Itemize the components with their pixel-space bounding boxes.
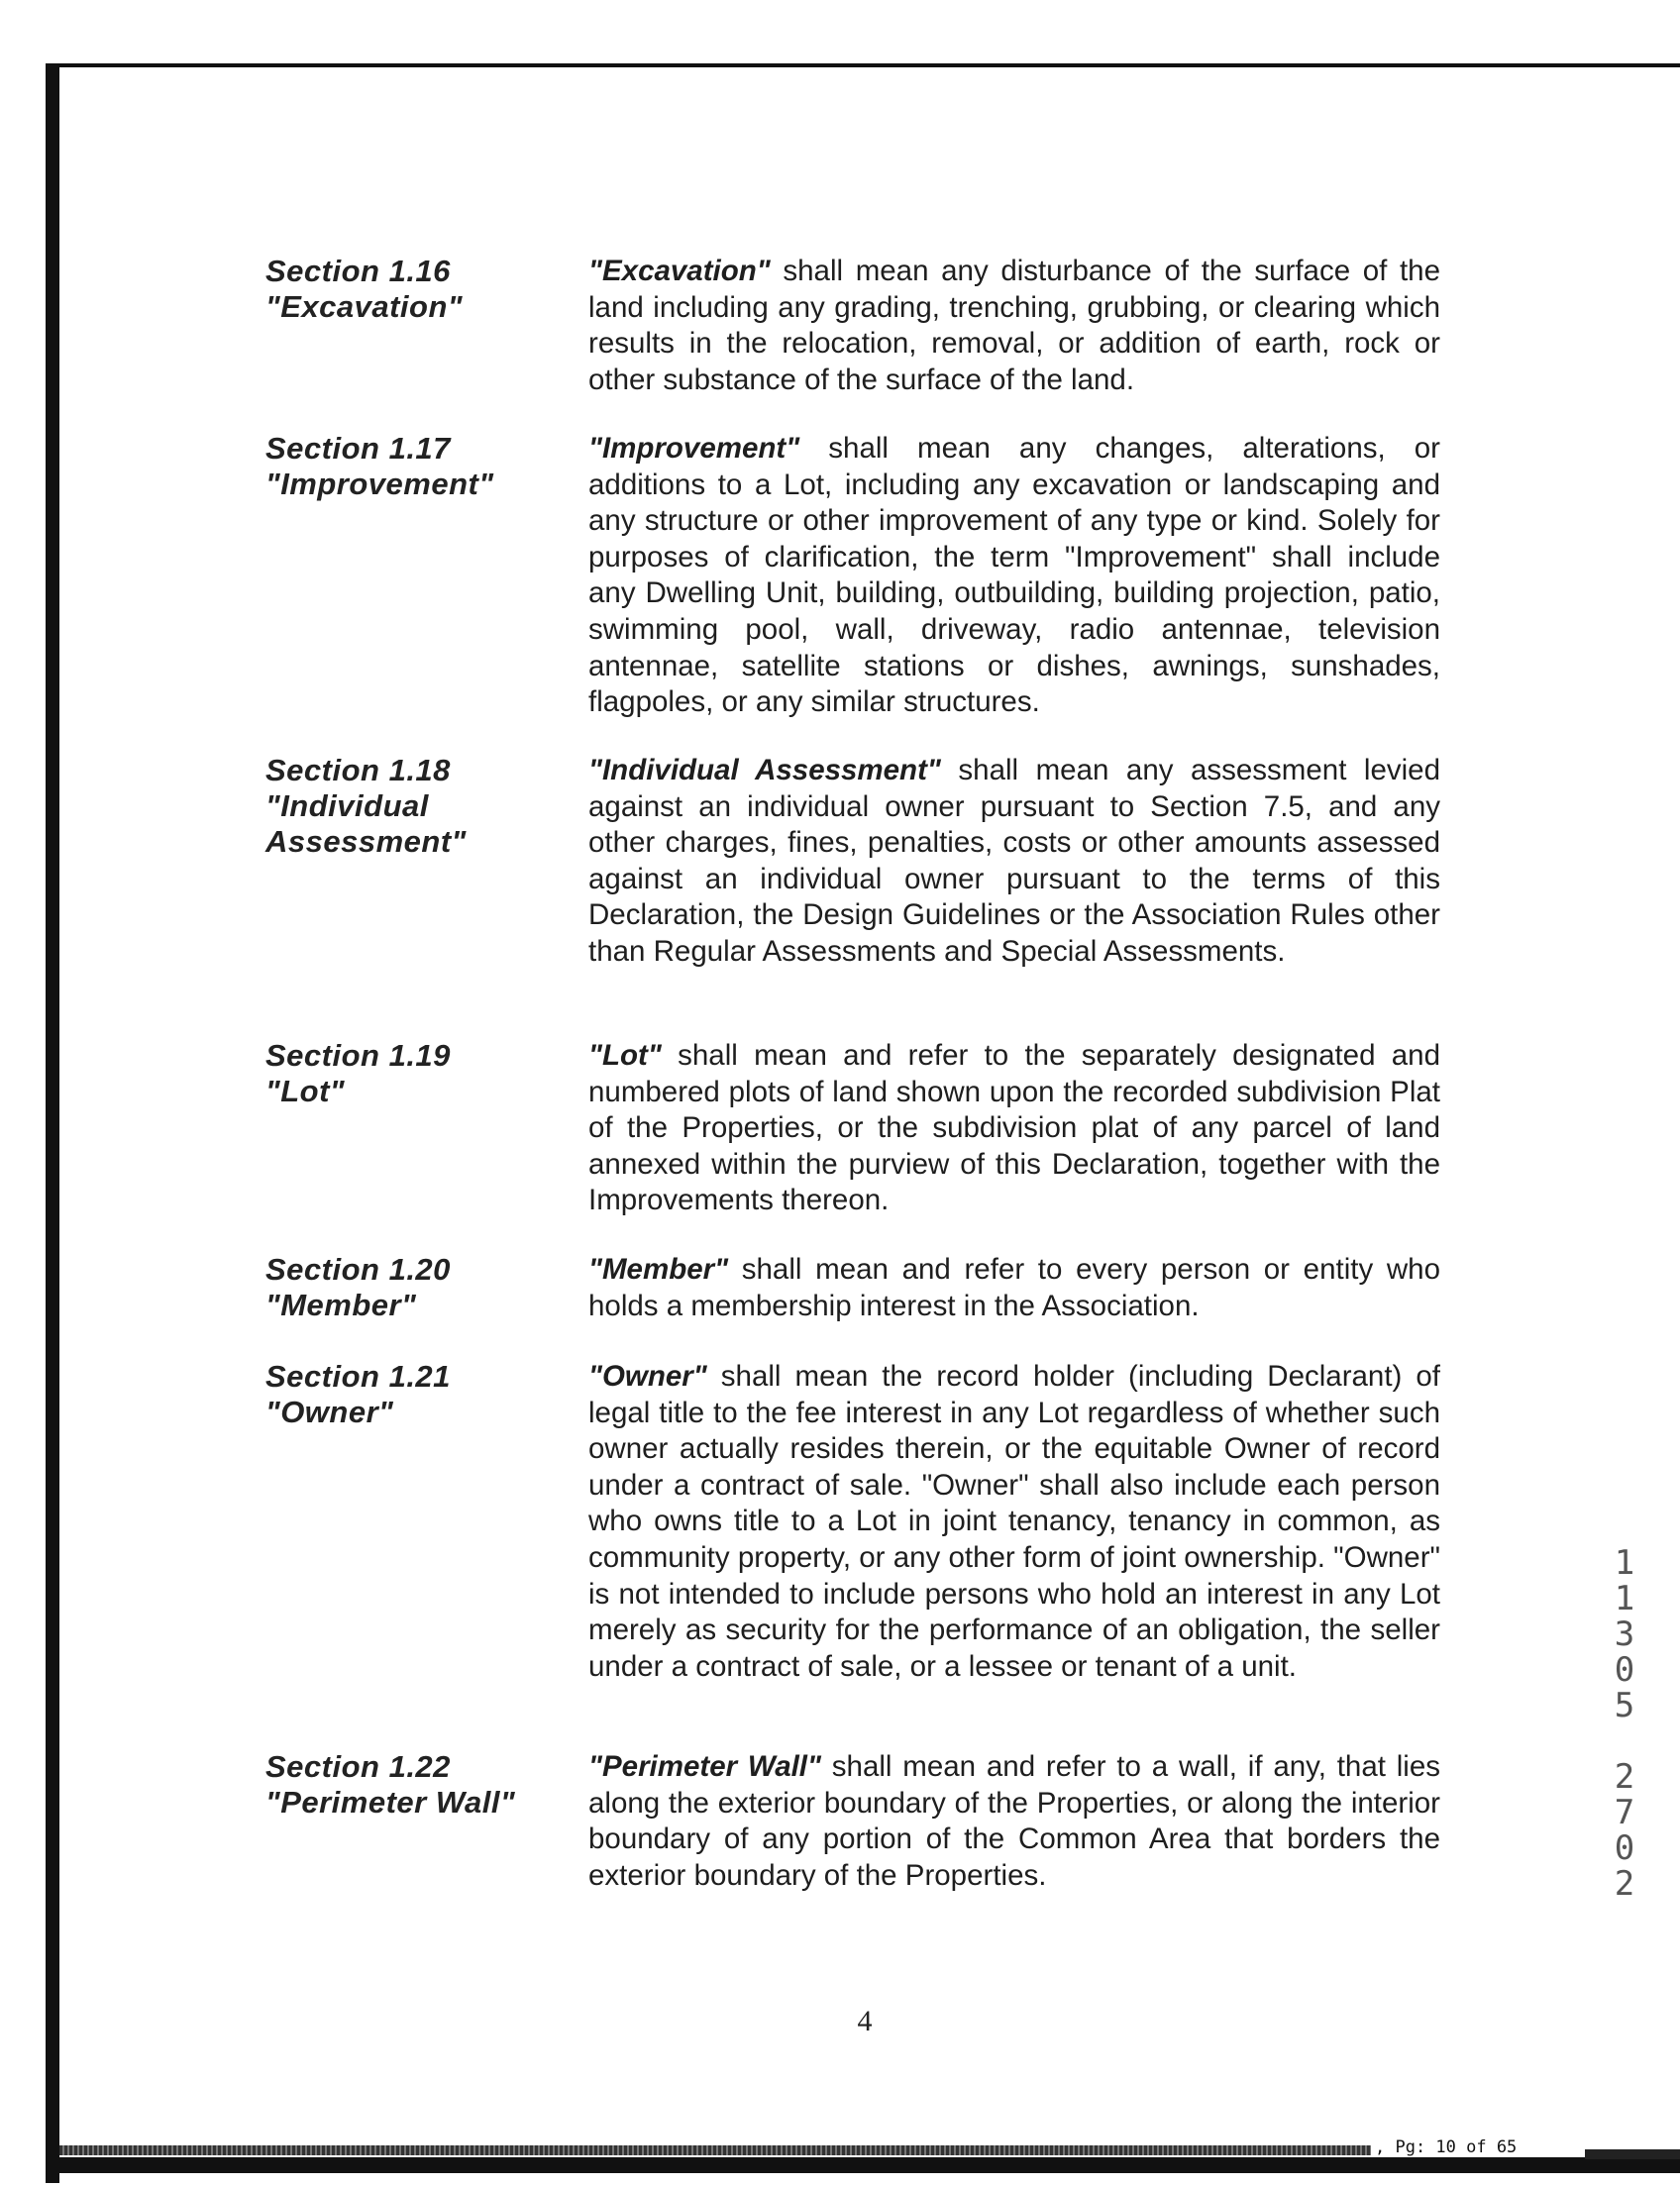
section-number: Section 1.18 bbox=[265, 753, 451, 787]
stamp-digit: 5 bbox=[1614, 1686, 1635, 1725]
section-label bbox=[265, 1359, 523, 1430]
section-number: Section 1.17 bbox=[265, 431, 451, 466]
definition-text: shall mean any disturbance of the surface of the land including any grading, trenching, grubbing, or clearing which results in the relocation, removal, or addition of earth, rock or other substance of the surface of the land. bbox=[588, 255, 1440, 396]
scan-border-top bbox=[50, 63, 1680, 67]
defined-term: "Lot" bbox=[588, 1039, 662, 1072]
defined-term: "Individual Assessment" bbox=[588, 754, 941, 786]
scan-border-bottom bbox=[46, 2157, 1680, 2173]
stamp-gap bbox=[1605, 1723, 1644, 1759]
section-number: Section 1.21 bbox=[265, 1359, 451, 1394]
defined-term: "Perimeter Wall" bbox=[588, 1750, 821, 1783]
section-number: Section 1.22 bbox=[265, 1749, 451, 1784]
page-number: 4 bbox=[857, 2005, 873, 2037]
section-body bbox=[588, 431, 1440, 721]
defined-term: "Member" bbox=[588, 1253, 729, 1286]
section-body bbox=[588, 1749, 1440, 1894]
stamp-digit: 2 bbox=[1614, 1864, 1635, 1904]
section-number: Section 1.20 bbox=[265, 1252, 451, 1287]
definition-text: shall mean and refer to every person or entity who holds a membership interest in the Association. bbox=[588, 1253, 1440, 1322]
defined-term: "Improvement" bbox=[588, 432, 800, 465]
page-count-footer: , Pg: 10 of 65 bbox=[1371, 2137, 1521, 2157]
section-label bbox=[265, 254, 523, 325]
section-title-line: "Improvement" bbox=[265, 467, 494, 501]
section-body bbox=[588, 254, 1440, 398]
stamp-digit: 2 bbox=[1614, 1757, 1635, 1797]
scan-border-left bbox=[46, 63, 59, 2183]
section-title-line: "Excavation" bbox=[265, 289, 464, 324]
section-title-line: "Perimeter Wall" bbox=[265, 1785, 516, 1820]
section-title-line: "Member" bbox=[265, 1288, 417, 1322]
section-body bbox=[588, 1038, 1440, 1219]
section-label bbox=[265, 431, 523, 502]
section-body bbox=[588, 753, 1440, 971]
stamp-digit: 3 bbox=[1614, 1614, 1635, 1654]
section-title-line: Assessment" bbox=[265, 824, 467, 859]
scan-border-bottom-texture bbox=[59, 2145, 1377, 2155]
recording-number-stamp bbox=[1605, 1545, 1644, 1902]
stamp-digit: 1 bbox=[1614, 1543, 1635, 1583]
section-label bbox=[265, 753, 523, 860]
definition-text: shall mean any changes, alterations, or additions to a Lot, including any excavation or landscaping and any structure or other improvement of any type or kind. Solely for purposes of clarification, the term "Improvement" shall include any Dwelling Unit, building, outbuilding, building projection, patio, swimming pool, wall, driveway, radio antennae, television antennae, satellite stations or dishes, awnings, sunshades, flagpoles, or any similar structures. bbox=[588, 432, 1440, 719]
section-number: Section 1.16 bbox=[265, 254, 451, 288]
section-number: Section 1.19 bbox=[265, 1038, 451, 1073]
stamp-digit: 0 bbox=[1614, 1650, 1635, 1690]
section-title-line: "Lot" bbox=[265, 1074, 346, 1108]
defined-term: "Excavation" bbox=[588, 255, 771, 287]
section-body bbox=[588, 1359, 1440, 1685]
section-title-line: "Owner" bbox=[265, 1395, 394, 1429]
stamp-digit: 7 bbox=[1614, 1793, 1635, 1832]
definition-text: shall mean any assessment levied against an individual owner pursuant to Section 7.5, and any other charges, fines, penalties, costs or other amounts assessed against an individual owner pursuant to the terms of this Declaration, the Design Guidelines or the Association Rules other than Regular Assessments and Special Assessments. bbox=[588, 754, 1440, 968]
section-label bbox=[265, 1749, 523, 1821]
definition-text: shall mean the record holder (including Declarant) of legal title to the fee interest in any Lot regardless of whether such owner actually resides therein, or the equitable Owner of record under a contract of sale. "Owner" shall also include each person who owns title to a Lot in joint tenancy, tenancy in common, as community property, or any other form of joint ownership. "Owner" is not intended to include persons who hold an interest in any Lot merely as security for the performance of an obligation, the seller under a contract of sale, or a lessee or tenant of a unit. bbox=[588, 1360, 1440, 1683]
section-label bbox=[265, 1252, 523, 1323]
section-label bbox=[265, 1038, 523, 1109]
definition-text: shall mean and refer to the separately designated and numbered plots of land shown upon the recorded subdivision Plat of the Properties, or the subdivision plat of any parcel of land annexed within the purview of this Declaration, together with the Improvements thereon. bbox=[588, 1039, 1440, 1217]
stamp-digit: 0 bbox=[1614, 1828, 1635, 1868]
section-body bbox=[588, 1252, 1440, 1324]
stamp-digit: 1 bbox=[1614, 1579, 1635, 1618]
scan-border-bottom-right bbox=[1585, 2149, 1680, 2159]
definition-text: shall mean and refer to a wall, if any, that lies along the exterior boundary of the Properties, or along the interior boundary of any portion of the Common Area that borders the exterior boundary of the Properties. bbox=[588, 1750, 1440, 1892]
section-title-line: "Individual bbox=[265, 788, 429, 823]
defined-term: "Owner" bbox=[588, 1360, 707, 1393]
